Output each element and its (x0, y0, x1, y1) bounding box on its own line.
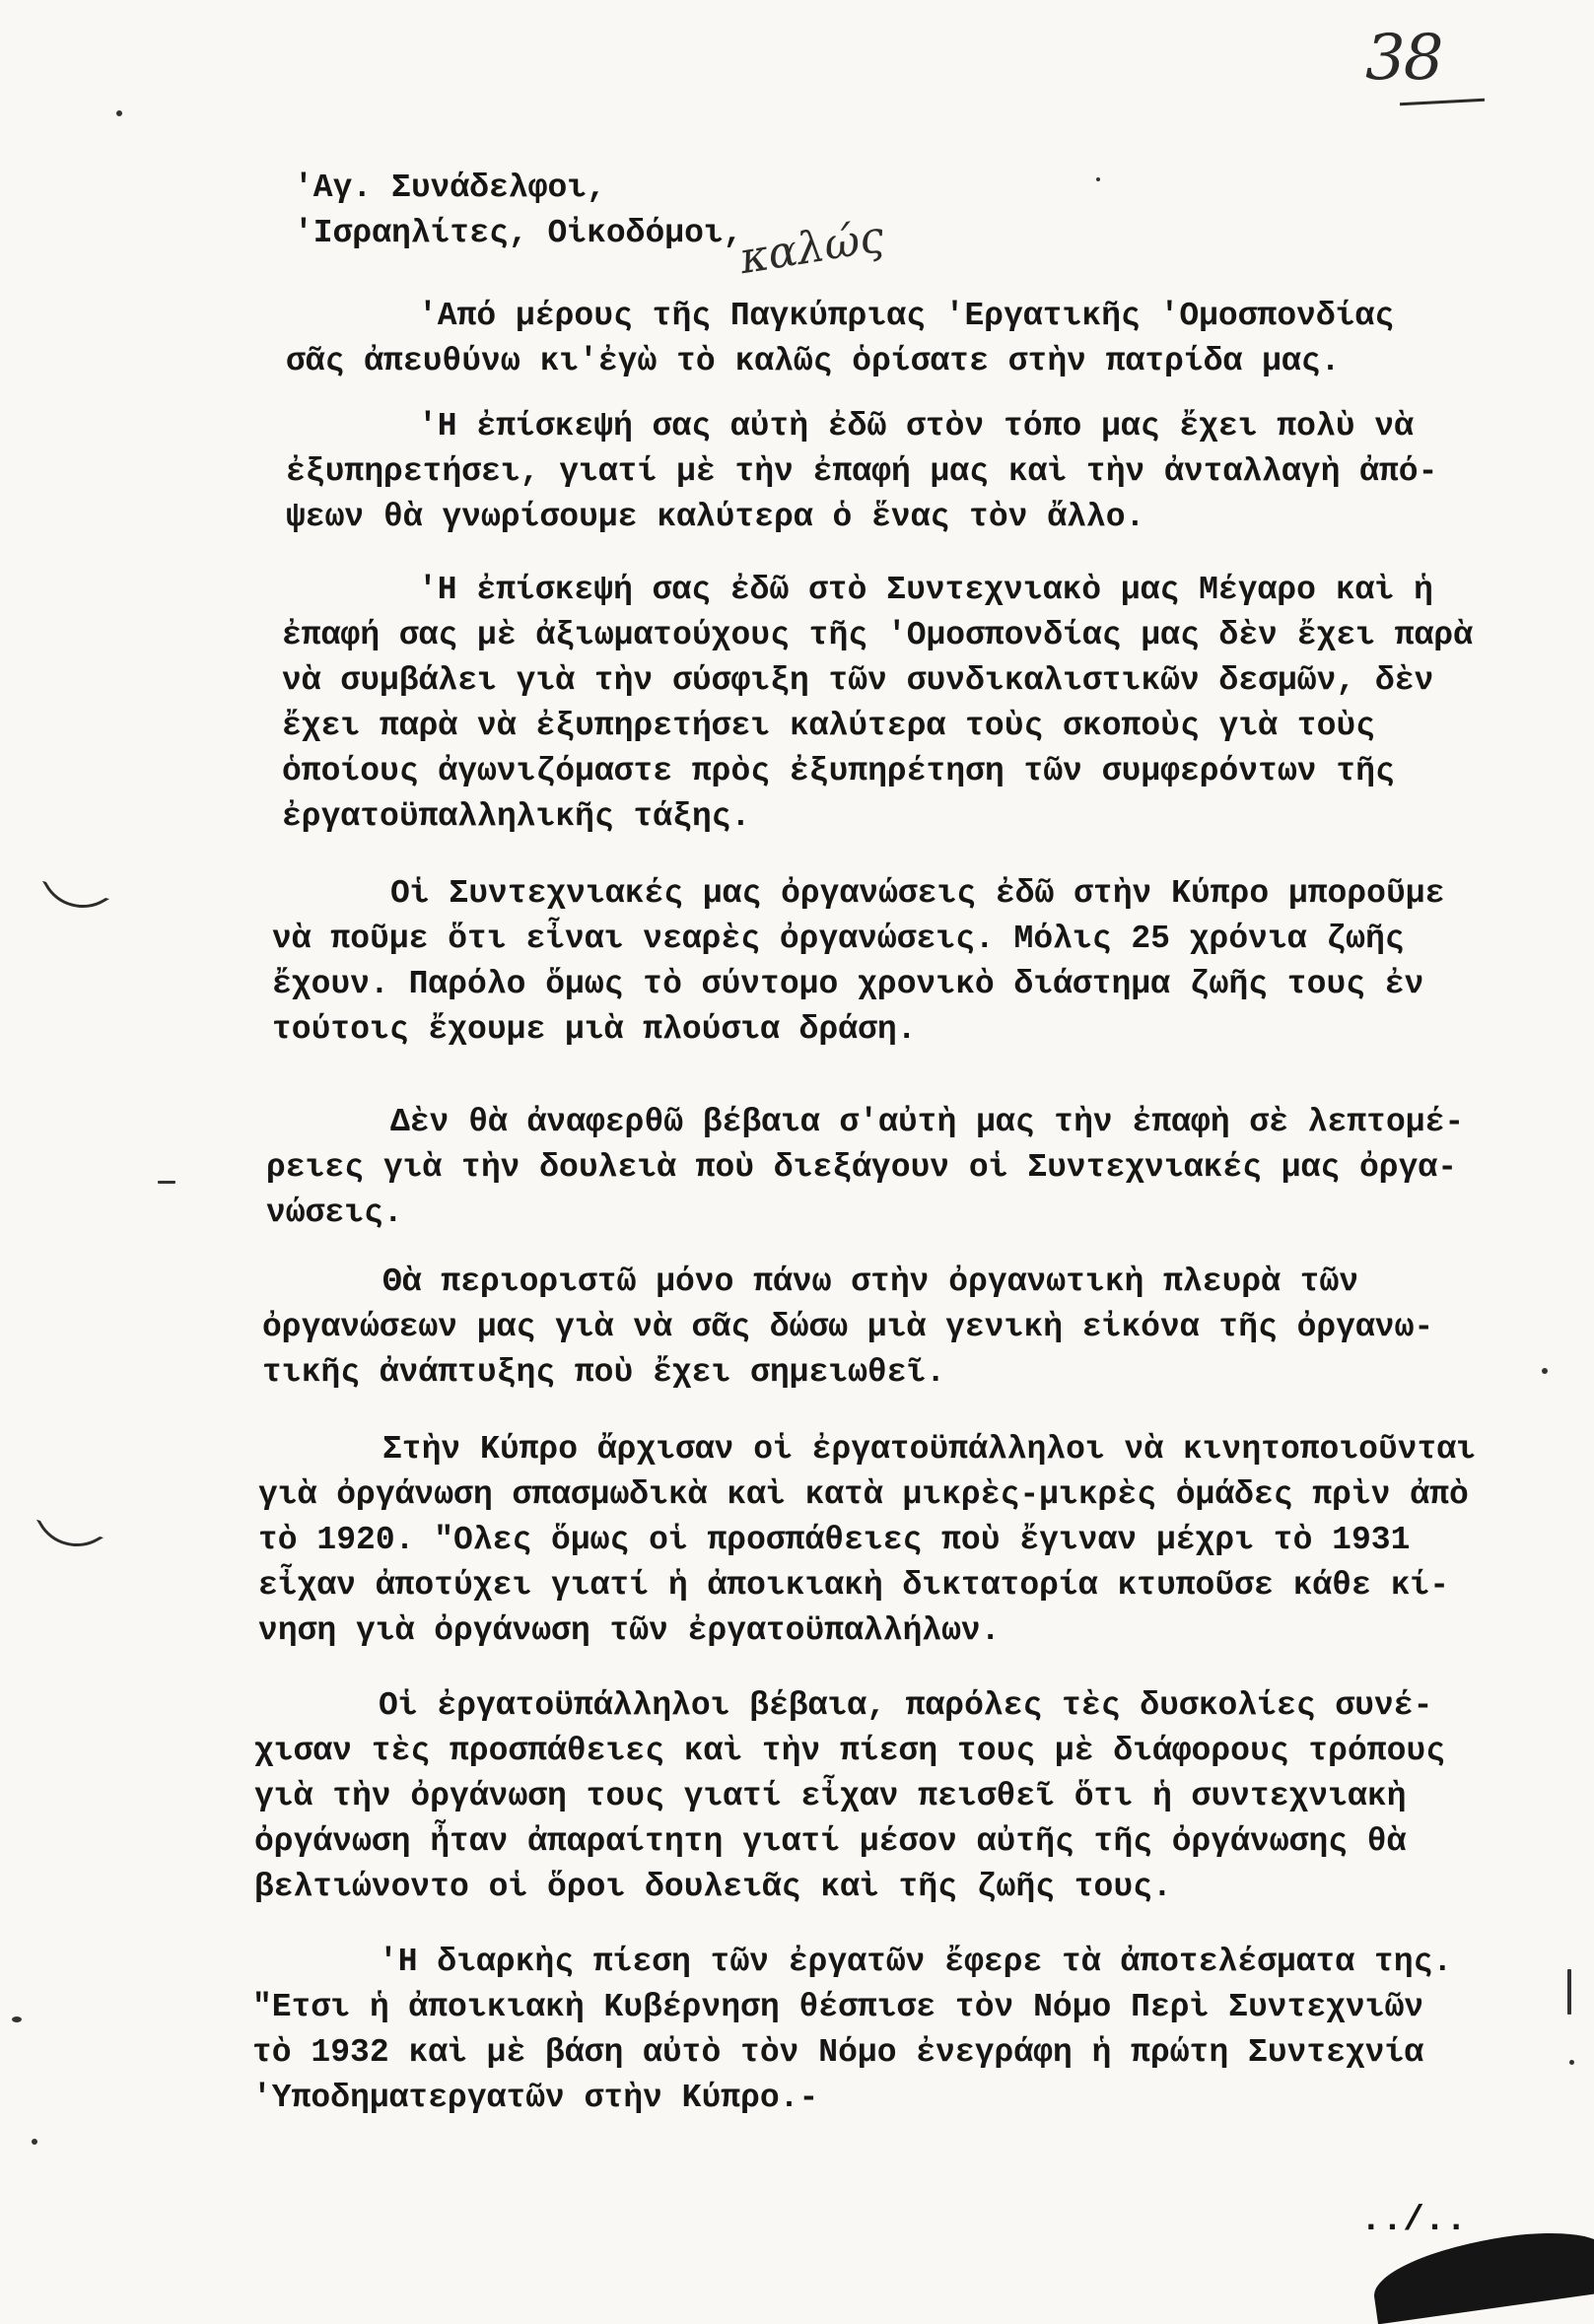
letter-line: νὰ συμβάλει γιὰ τὴν σύσφιξη τῶν συνδικαλιστικῶν δεσμῶν, δὲν (282, 662, 1434, 699)
scan-speck (1567, 1969, 1571, 2015)
letter-line: ρειες γιὰ τὴν δουλειὰ ποὺ διεξάγουν οἱ Συντεχνιακές μας ὀργα- (266, 1149, 1457, 1186)
letter-line: 'Η ἐπίσκεψή σας αὐτὴ ἐδῶ στὸν τόπο μας ἔχει πολὺ νὰ (418, 408, 1414, 444)
letter-line: τούτοις ἔχουμε μιὰ πλούσια δράση. (272, 1011, 917, 1048)
letter-line: τὸ 1932 καὶ μὲ βάση αὐτὸ τὸν Νόμο ἐνεγράφη ἡ πρώτη Συντεχνία (252, 2034, 1424, 2071)
letter-line: ἐργατοϋπαλληλικῆς τάξης. (282, 798, 751, 835)
scan-speck (1569, 2060, 1574, 2065)
letter-line: "Ετσι ἡ ἀποικιακὴ Κυβέρνηση θέσπισε τὸν Νόμο Περὶ Συντεχνιῶν (252, 1989, 1424, 2025)
letter-line: 'Αγ. Συνάδελφοι, (294, 170, 606, 206)
letter-line: τὸ 1920. "Ολες ὅμως οἱ προσπάθειες ποὺ ἔγιναν μέχρι τὸ 1931 (258, 1522, 1411, 1558)
scan-speck (158, 1181, 175, 1184)
scan-speck (1096, 177, 1100, 181)
letter-line: Δὲν θὰ ἀναφερθῶ βέβαια σ'αὐτὴ μας τὴν ἐπαφὴ σὲ λεπτομέ- (390, 1104, 1465, 1140)
continuation-mark: ../.. (1360, 2200, 1468, 2240)
letter-line: Θὰ περιοριστῶ μόνο πάνω στὴν ὀργανωτικὴ πλευρὰ τῶν (382, 1264, 1359, 1300)
scan-speck (32, 2139, 37, 2145)
letter-line: νώσεις. (266, 1195, 403, 1231)
letter-line: σᾶς ἀπευθύνω κι'ἐγὼ τὸ καλῶς ὁρίσατε στὴν πατρίδα μας. (286, 343, 1341, 379)
letter-line: ἔχει παρὰ νὰ ἐξυπηρετήσει καλύτερα τοὺς σκοποὺς γιὰ τοὺς (282, 708, 1375, 744)
letter-line: ὀργάνωση ἦταν ἀπαραίτητη γιατί μέσον αὐτῆς τῆς ὀργάνωσης θὰ (254, 1823, 1407, 1860)
letter-line: 'Υποδηματεργατῶν στὴν Κύπρο.- (252, 2080, 819, 2116)
letter-line: Οἱ ἐργατοϋπάλληλοι βέβαια, παρόλες τὲς δυσκολίες συνέ- (379, 1687, 1433, 1724)
page-number: 38 (1365, 22, 1442, 95)
letter-line: ψεων θὰ γνωρίσουμε καλύτερα ὁ ἕνας τὸν ἄλλο. (286, 499, 1145, 535)
letter-line: βελτιώνοντο οἱ ὅροι δουλειᾶς καὶ τῆς ζωῆς τους. (254, 1869, 1172, 1905)
letter-line: ὀργανώσεων μας γιὰ νὰ σᾶς δώσω μιὰ γενικὴ εἰκόνα τῆς ὀργανω- (262, 1309, 1434, 1345)
page-number-underline (1400, 99, 1485, 105)
letter-line: νηση γιὰ ὀργάνωση τῶν ἐργατοϋπαλλήλων. (258, 1612, 1001, 1649)
letter-line: εἶχαν ἀποτύχει γιατί ἡ ἀποικιακὴ δικτατορία κτυποῦσε κάθε κί- (258, 1567, 1449, 1604)
letter-line: ἐπαφή σας μὲ ἀξιωματούχους τῆς 'Ομοσπονδίας μας δὲν ἔχει παρὰ (282, 617, 1473, 653)
letter-line: χισαν τὲς προσπάθειες καὶ τὴν πίεση τους μὲ διάφορους τρόπους (254, 1733, 1445, 1769)
letter-line: ἐξυπηρετήσει, γιατί μὲ τὴν ἐπαφή μας καὶ τὴν ἀνταλλαγὴ ἀπό- (286, 453, 1438, 490)
handwritten-note: καλώς (735, 211, 888, 285)
letter-line: 'Η ἐπίσκεψή σας ἐδῶ στὸ Συντεχνιακὸ μας Μέγαρο καὶ ἡ (418, 572, 1433, 608)
letter-line: ἔχουν. Παρόλο ὅμως τὸ σύντομο χρονικὸ διάστημα ζωῆς τους ἐν (272, 966, 1424, 1002)
scan-speck (116, 110, 122, 116)
scan-speck (1542, 1368, 1548, 1374)
letter-line: ὁποίους ἀγωνιζόμαστε πρὸς ἐξυπηρέτηση τῶν συμφερόντων τῆς (282, 753, 1395, 789)
letter-line: νὰ ποῦμε ὅτι εἶναι νεαρὲς ὀργανώσεις. Μόλις 25 χρόνια ζωῆς (272, 921, 1405, 957)
letter-line: γιὰ ὀργάνωση σπασμωδικὰ καὶ κατὰ μικρὲς-μικρὲς ὁμάδες πρὶν ἀπὸ (258, 1476, 1469, 1513)
letter-line: Οἱ Συντεχνιακές μας ὀργανώσεις ἐδῶ στὴν Κύπρο μποροῦμε (390, 875, 1445, 912)
letter-line: 'Η διαρκὴς πίεση τῶν ἐργατῶν ἔφερε τὰ ἀποτελέσματα της. (379, 1944, 1453, 1980)
scan-artifact-bracket (36, 1495, 104, 1562)
letter-line: Στὴν Κύπρο ἄρχισαν οἱ ἐργατοϋπάλληλοι νὰ κινητοποιοῦνται (382, 1431, 1476, 1468)
letter-line: 'Από μέρους τῆς Παγκύπριας 'Εργατικῆς 'Ομοσπονδίας (418, 298, 1395, 334)
scan-artifact-bracket (42, 856, 109, 923)
scan-speck (12, 2016, 22, 2022)
letter-line: 'Ισραηλίτες, Οἰκοδόμοι, (294, 215, 743, 251)
letter-line: τικῆς ἀνάπτυξης ποὺ ἔχει σημειωθεῖ. (262, 1354, 946, 1391)
letter-line: γιὰ τὴν ὀργάνωση τους γιατί εἶχαν πεισθεῖ ὅτι ἡ συντεχνιακὴ (254, 1778, 1407, 1814)
